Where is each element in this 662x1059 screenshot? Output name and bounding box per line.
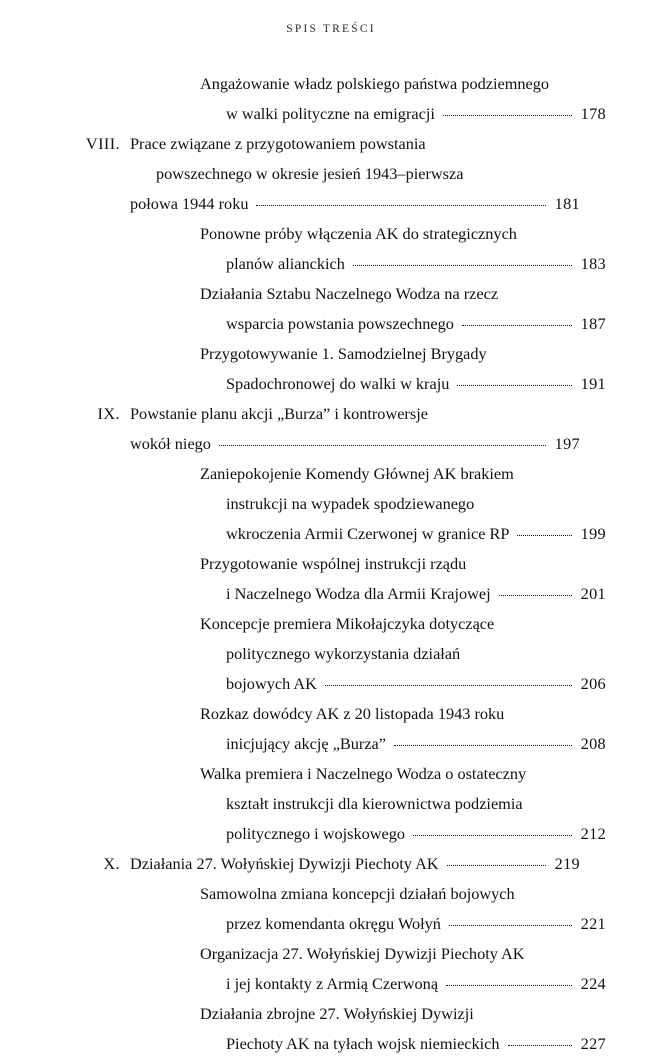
toc-entry-body (130, 339, 606, 399)
toc-entry-line: Prace związane z przygotowaniem powstania (130, 134, 426, 153)
toc-entry-body (130, 849, 580, 879)
toc-entry-last-line (200, 909, 606, 939)
toc-entry-title-tail: w walki polityczne na emigracji (226, 104, 435, 123)
toc-entry-line: powszechnego w okresie jesień 1943–pierwsza (156, 164, 464, 183)
toc-entry-title-tail: i Naczelnego Wodza dla Armii Krajowej (226, 584, 491, 603)
toc-entry-title-tail: połowa 1944 roku (130, 194, 249, 213)
toc-entry-title-tail: wkroczenia Armii Czerwonej w granice RP (226, 524, 510, 543)
toc-entry[interactable] (84, 339, 606, 399)
toc-leader-dots (517, 535, 572, 536)
toc-page-number[interactable]: 197 (554, 434, 580, 453)
toc-entry[interactable] (84, 609, 606, 699)
toc-entry-title-tail: wokół niego (130, 434, 211, 453)
toc-entry-last-line (130, 189, 580, 219)
toc-page-number[interactable]: 181 (554, 194, 580, 213)
toc-entry-number: VIII. (85, 134, 120, 153)
toc-entry[interactable] (84, 849, 580, 879)
toc-entry[interactable] (84, 549, 606, 609)
toc-entry-line: Angażowanie władz polskiego państwa podziemnego (200, 74, 550, 93)
toc-entry-line: kształt instrukcji dla kierownictwa podziemia (226, 794, 523, 813)
toc-leader-dots (457, 385, 572, 386)
running-head: SPIS TREŚCI (286, 23, 376, 35)
toc-leader-dots (394, 745, 572, 746)
toc-entry-line: Samowolna zmiana koncepcji działań bojowych (200, 884, 515, 903)
toc-leader-dots (443, 115, 572, 116)
toc-leader-dots (353, 265, 572, 266)
toc-entry-body (130, 69, 606, 129)
toc-entry-title-tail: inicjujący akcję „Burza” (226, 734, 387, 753)
toc-page-number[interactable]: 199 (580, 524, 606, 543)
toc-entry-body (130, 759, 606, 849)
toc-entry-body (130, 129, 580, 219)
toc-entry-line: politycznego wykorzystania działań (226, 644, 461, 663)
toc-entry-title-tail: Działania 27. Wołyńskiej Dywizji Piechoty AK (130, 854, 439, 873)
toc-entry-line: Organizacja 27. Wołyńskiej Dywizji Piechoty AK (200, 944, 525, 963)
toc-entry-title-tail: Piechoty AK na tyłach wojsk niemieckich (226, 1034, 500, 1053)
toc-entry-last-line (200, 729, 606, 759)
toc-leader-dots (462, 325, 572, 326)
toc-entry-last-line (200, 579, 606, 609)
toc-leader-dots (219, 445, 546, 446)
toc-leader-dots (508, 1045, 572, 1046)
toc-page-number[interactable]: 178 (580, 104, 606, 123)
toc-page-number[interactable]: 206 (580, 674, 606, 693)
toc-entry[interactable] (84, 399, 580, 459)
toc-leader-dots (325, 685, 572, 686)
toc-entry-line: Działania zbrojne 27. Wołyńskiej Dywizji (200, 1004, 474, 1023)
toc-entry[interactable] (84, 459, 606, 549)
toc-entry-line: instrukcji na wypadek spodziewanego (226, 494, 475, 513)
toc-entry[interactable] (84, 69, 606, 129)
toc-leader-dots (449, 925, 572, 926)
toc-entry-line: Przygotowywanie 1. Samodzielnej Brygady (200, 344, 487, 363)
toc-entry-line: Przygotowanie wspólnej instrukcji rządu (200, 554, 467, 573)
toc-leader-dots (446, 985, 572, 986)
toc-page (0, 23, 662, 1053)
toc-entry-last-line (200, 369, 606, 399)
toc-entry-line: Zaniepokojenie Komendy Głównej AK brakiem (200, 464, 514, 483)
toc-entry-last-line (200, 99, 606, 129)
toc-entry-last-line (200, 969, 606, 999)
toc-leader-dots (256, 205, 546, 206)
toc-page-number[interactable]: 183 (580, 254, 606, 273)
toc-entry-line: Koncepcje premiera Mikołajczyka dotyczące (200, 614, 495, 633)
toc-entry[interactable] (84, 999, 606, 1059)
toc-entry-line: Ponowne próby włączenia AK do strategicznych (200, 224, 517, 243)
toc-entry-title-tail: Spadochronowej do walki w kraju (226, 374, 450, 393)
toc-entry[interactable] (84, 129, 580, 219)
toc-entry-last-line (200, 249, 606, 279)
toc-leader-dots (499, 595, 572, 596)
toc-entry[interactable] (84, 759, 606, 849)
toc-entry-title-tail: i jej kontakty z Armią Czerwoną (226, 974, 439, 993)
toc-entry-last-line (130, 429, 580, 459)
toc-page-number[interactable]: 187 (580, 314, 606, 333)
table-of-contents (0, 69, 662, 1059)
toc-entry-number: X. (103, 854, 120, 873)
toc-entry[interactable] (84, 279, 606, 339)
toc-entry-last-line (130, 849, 580, 879)
toc-page-number[interactable]: 208 (580, 734, 606, 753)
toc-entry-title-tail: wsparcia powstania powszechnego (226, 314, 454, 333)
toc-entry[interactable] (84, 699, 606, 759)
toc-entry-title-tail: przez komendanta okręgu Wołyń (226, 914, 441, 933)
toc-entry-body (130, 279, 606, 339)
toc-entry-body (130, 459, 606, 549)
toc-entry[interactable] (84, 879, 606, 939)
toc-entry-line: Rozkaz dowódcy AK z 20 listopada 1943 roku (200, 704, 505, 723)
toc-entry[interactable] (84, 219, 606, 279)
toc-entry-body (130, 219, 606, 279)
toc-entry-last-line (200, 309, 606, 339)
toc-entry-body (130, 999, 606, 1059)
toc-entry-line: Działania Sztabu Naczelnego Wodza na rzecz (200, 284, 499, 303)
toc-entry-title-tail: bojowych AK (226, 674, 317, 693)
toc-page-number[interactable]: 227 (580, 1034, 606, 1053)
toc-entry-last-line (200, 669, 606, 699)
toc-entry-title-tail: planów alianckich (226, 254, 345, 273)
toc-entry[interactable] (84, 939, 606, 999)
toc-entry-line: Powstanie planu akcji „Burza” i kontrowersje (130, 404, 428, 423)
toc-leader-dots (447, 865, 546, 866)
toc-entry-last-line (200, 1029, 606, 1059)
toc-entry-last-line (200, 519, 606, 549)
toc-page-number[interactable]: 212 (580, 824, 606, 843)
toc-entry-body (130, 549, 606, 609)
toc-page-number[interactable]: 191 (580, 374, 606, 393)
toc-entry-line: Walka premiera i Naczelnego Wodza o ostateczny (200, 764, 527, 783)
toc-entry-body (130, 699, 606, 759)
toc-leader-dots (413, 835, 572, 836)
toc-page-number[interactable]: 219 (554, 854, 580, 873)
toc-entry-body (130, 399, 580, 459)
toc-entry-number: IX. (97, 404, 120, 423)
toc-entry-body (130, 939, 606, 999)
toc-page-number[interactable]: 201 (580, 584, 606, 603)
toc-entry-body (130, 609, 606, 699)
toc-page-number[interactable]: 224 (580, 974, 606, 993)
toc-entry-title-tail: politycznego i wojskowego (226, 824, 406, 843)
toc-page-number[interactable]: 221 (580, 914, 606, 933)
toc-entry-body (130, 879, 606, 939)
toc-entry-last-line (200, 819, 606, 849)
